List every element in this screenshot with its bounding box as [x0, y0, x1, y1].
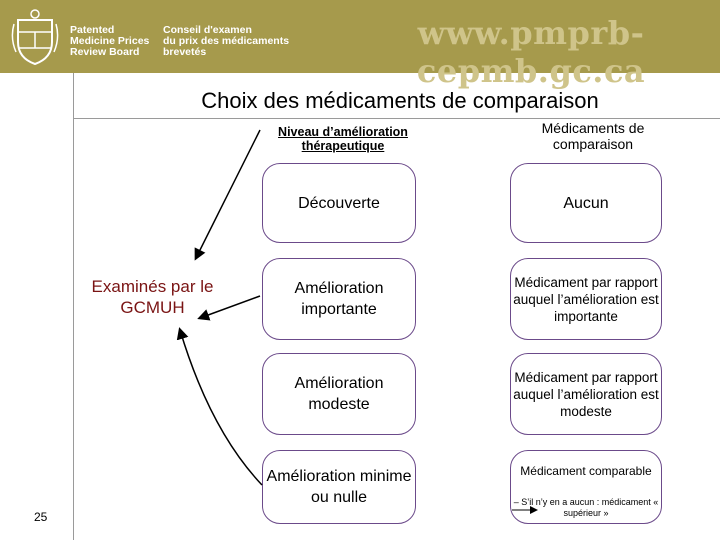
level-text: Amélioration modeste: [294, 375, 384, 413]
level-text: Amélioration minime ou nulle: [266, 468, 412, 506]
comparator-text: Médicament comparable: [520, 464, 652, 478]
org-name-french: Conseil d'examen du prix des médicaments brevetés: [163, 24, 290, 58]
slide-title: Choix des médicaments de comparaison: [201, 88, 599, 113]
arrow-to-label: [196, 130, 260, 258]
level-text: Découverte: [298, 194, 380, 212]
website-url[interactable]: www.pmprb-cepmb.gc.ca: [416, 14, 646, 90]
comparator-text: Aucun: [563, 194, 609, 212]
column-header-level: Niveau d’amélioration thérapeutique: [278, 125, 408, 153]
page-number: 25: [34, 510, 48, 524]
reviewed-by-label: Examinés par le GCMUH: [91, 277, 214, 317]
comparator-text: Médicament par rapport auquel l’amélioration est modeste: [513, 369, 659, 419]
column-header-comparator: Médicaments de comparaison: [541, 120, 645, 152]
arrow-to-label-mid: [200, 296, 260, 318]
comparator-note: – S’il n’y en a aucun : médicament « supérieur »: [513, 497, 659, 518]
level-text: Amélioration importante: [294, 280, 384, 318]
comparator-text: Médicament par rapport auquel l’amélioration est importante: [513, 274, 659, 324]
org-name-english: Patented Medicine Prices Review Board: [70, 24, 150, 58]
arrow-to-label-bottom: [180, 330, 262, 485]
